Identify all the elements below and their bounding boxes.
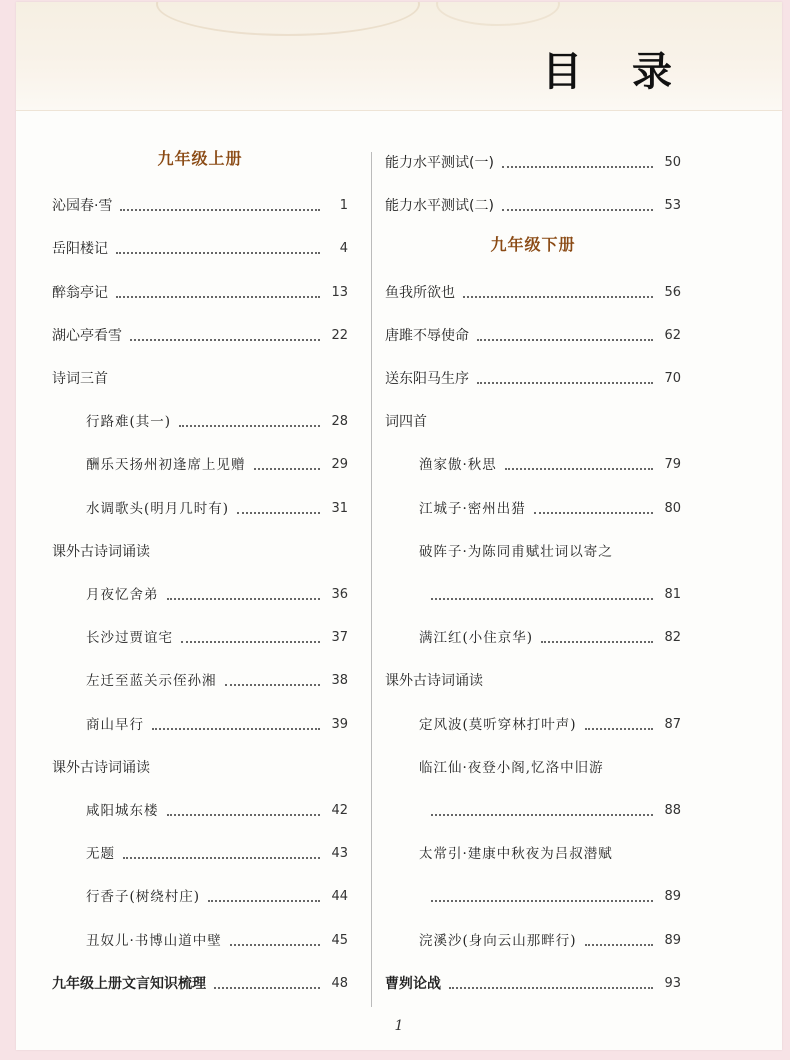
toc-entry[interactable] bbox=[52, 927, 348, 951]
toc-entry-page: 70 bbox=[664, 371, 681, 386]
toc-entry[interactable] bbox=[385, 451, 681, 475]
toc-entry-title: 酬乐天扬州初逢席上见赠 bbox=[86, 457, 246, 474]
toc-entry-page: 88 bbox=[664, 803, 681, 818]
section-heading bbox=[385, 235, 681, 259]
toc-entry-page: 56 bbox=[664, 284, 681, 300]
toc-entry-page: 39 bbox=[331, 716, 348, 732]
toc-entry-page: 4 bbox=[339, 241, 348, 257]
header-ornament-small bbox=[436, 2, 560, 26]
toc-entry bbox=[52, 365, 348, 389]
toc-entry[interactable] bbox=[52, 797, 348, 821]
toc-entry-page: 45 bbox=[331, 932, 348, 948]
header-ornament bbox=[156, 2, 420, 36]
toc-entry-title: 曹刿论战 bbox=[385, 975, 441, 992]
toc-entry-title: 行香子(树绕村庄) bbox=[86, 889, 201, 906]
toc-entry-page: 50 bbox=[664, 155, 681, 170]
toc-entry-title: 江城子·密州出猎 bbox=[419, 500, 526, 517]
toc-entry[interactable] bbox=[52, 495, 348, 519]
toc-entry-page: 80 bbox=[664, 500, 681, 516]
toc-entry[interactable] bbox=[52, 451, 348, 475]
dot-leader bbox=[505, 468, 653, 470]
toc-entry-page: 89 bbox=[664, 932, 681, 948]
toc-entry[interactable] bbox=[52, 840, 348, 864]
dot-leader bbox=[179, 425, 320, 427]
toc-entry[interactable] bbox=[52, 192, 348, 216]
toc-entry-page: 81 bbox=[664, 587, 681, 602]
toc-entry-title: 醉翁亭记 bbox=[52, 284, 108, 301]
toc-entry[interactable] bbox=[52, 970, 348, 994]
toc-entry-page: 28 bbox=[331, 414, 348, 430]
toc-entry bbox=[385, 667, 681, 691]
dot-leader bbox=[116, 252, 320, 254]
dot-leader bbox=[431, 900, 653, 902]
toc-entry-title: 词四首 bbox=[385, 414, 427, 431]
toc-entry-title: 无题 bbox=[86, 846, 115, 863]
dot-leader bbox=[541, 641, 653, 643]
toc-entry[interactable] bbox=[385, 883, 681, 907]
toc-entry-page: 31 bbox=[331, 500, 348, 516]
toc-entry-title: 水调歌头(明月几时有) bbox=[86, 500, 230, 517]
toc-entry-page: 29 bbox=[331, 457, 348, 473]
dot-leader bbox=[477, 382, 653, 384]
toc-entry[interactable] bbox=[52, 279, 348, 303]
toc-entry[interactable] bbox=[385, 970, 681, 994]
toc-entry[interactable] bbox=[385, 322, 681, 346]
toc-entry-title: 课外古诗词诵读 bbox=[52, 543, 150, 560]
dot-leader bbox=[214, 987, 320, 989]
toc-entry-page: 1 bbox=[339, 198, 348, 214]
page-title: 目 录 bbox=[542, 49, 690, 95]
section-heading bbox=[52, 149, 348, 173]
toc-entry-page: 36 bbox=[331, 587, 348, 602]
toc-entry-page: 53 bbox=[664, 198, 681, 214]
toc-entry-title: 能力水平测试(二) bbox=[385, 198, 494, 215]
toc-entry-page: 62 bbox=[664, 327, 681, 343]
dot-leader bbox=[431, 598, 653, 600]
toc-entry-page: 44 bbox=[331, 889, 348, 905]
dot-leader bbox=[585, 944, 653, 946]
toc-entry-title: 临江仙·夜登小阁,忆洛中旧游 bbox=[419, 759, 604, 776]
section-heading-text: 九年级上册 bbox=[157, 149, 243, 168]
toc-entry-title: 诗词三首 bbox=[52, 371, 108, 387]
dot-leader bbox=[116, 296, 320, 298]
toc-entry[interactable] bbox=[385, 840, 681, 864]
toc-entry[interactable] bbox=[385, 927, 681, 951]
toc-entry bbox=[52, 754, 348, 778]
dot-leader bbox=[167, 814, 321, 816]
toc-entry-page: 42 bbox=[331, 803, 348, 818]
toc-entry-title: 定风波(莫听穿林打叶声) bbox=[419, 716, 577, 733]
toc-entry-title: 唐雎不辱使命 bbox=[385, 327, 469, 344]
toc-entry-title: 沁园春·雪 bbox=[52, 198, 113, 215]
dot-leader bbox=[120, 209, 320, 211]
toc-entry[interactable] bbox=[385, 711, 681, 735]
toc-entry[interactable] bbox=[385, 624, 681, 648]
toc-entry-title: 左迁至蓝关示侄孙湘 bbox=[86, 673, 217, 690]
toc-entry[interactable] bbox=[385, 279, 681, 303]
dot-leader bbox=[585, 728, 653, 730]
dot-leader bbox=[225, 684, 321, 686]
dot-leader bbox=[152, 728, 320, 730]
toc-entry-page: 48 bbox=[331, 975, 348, 991]
section-heading-text: 九年级下册 bbox=[490, 235, 576, 255]
dot-leader bbox=[449, 987, 653, 989]
toc-entry[interactable] bbox=[52, 711, 348, 735]
toc-entry[interactable] bbox=[385, 365, 681, 389]
toc-entry-page: 38 bbox=[331, 673, 348, 689]
toc-entry[interactable] bbox=[385, 192, 681, 216]
toc-entry-page: 79 bbox=[664, 457, 681, 473]
toc-entry[interactable] bbox=[52, 667, 348, 691]
dot-leader bbox=[181, 641, 320, 643]
page-number: 1 bbox=[394, 1018, 404, 1034]
toc-entry-page: 22 bbox=[331, 327, 348, 343]
toc-entry-title: 商山早行 bbox=[86, 716, 144, 733]
toc-entry[interactable] bbox=[52, 408, 348, 432]
toc-entry-title: 渔家傲·秋思 bbox=[419, 457, 497, 474]
toc-entry-title: 太常引·建康中秋夜为吕叔潜赋 bbox=[419, 846, 613, 863]
toc-entry bbox=[385, 408, 681, 432]
toc-entry-title: 丑奴儿·书博山道中壁 bbox=[86, 932, 222, 949]
dot-leader bbox=[254, 468, 321, 470]
toc-entry-page: 43 bbox=[331, 846, 348, 862]
toc-entry-title: 岳阳楼记 bbox=[52, 241, 108, 258]
toc-entry-page: 37 bbox=[331, 630, 348, 646]
toc-entry[interactable] bbox=[385, 495, 681, 519]
toc-entry bbox=[52, 538, 348, 562]
dot-leader bbox=[167, 598, 321, 600]
toc-entry[interactable] bbox=[52, 883, 348, 907]
toc-entry[interactable] bbox=[52, 581, 348, 605]
toc-entry-title: 送东阳马生序 bbox=[385, 371, 469, 387]
toc-entry-title: 九年级上册文言知识梳理 bbox=[52, 975, 206, 992]
toc-entry[interactable] bbox=[385, 797, 681, 821]
header-band bbox=[16, 2, 782, 111]
dot-leader bbox=[477, 339, 653, 341]
toc-entry[interactable] bbox=[52, 624, 348, 648]
dot-leader bbox=[230, 944, 320, 946]
dot-leader bbox=[502, 209, 653, 211]
toc-entry-title: 能力水平测试(一) bbox=[385, 155, 494, 171]
toc-entry-title: 长沙过贾谊宅 bbox=[86, 630, 173, 647]
dot-leader bbox=[534, 512, 653, 514]
dot-leader bbox=[237, 512, 320, 514]
dot-leader bbox=[130, 339, 320, 341]
toc-entry[interactable] bbox=[385, 581, 681, 605]
toc-entry-title: 行路难(其一) bbox=[86, 414, 172, 431]
toc-entry[interactable] bbox=[385, 754, 681, 778]
page bbox=[16, 2, 782, 1050]
toc-entry-page: 13 bbox=[331, 284, 348, 300]
dot-leader bbox=[502, 166, 653, 168]
toc-entry-title: 咸阳城东楼 bbox=[86, 803, 159, 819]
toc-entry-title: 月夜忆舍弟 bbox=[86, 587, 159, 603]
toc-entry-title: 课外古诗词诵读 bbox=[385, 673, 483, 690]
toc-entry[interactable] bbox=[385, 149, 681, 173]
dot-leader bbox=[208, 900, 320, 902]
dot-leader bbox=[463, 296, 653, 298]
toc-entry-title: 课外古诗词诵读 bbox=[52, 759, 150, 776]
toc-entry-page: 93 bbox=[664, 975, 681, 991]
toc-entry-title: 鱼我所欲也 bbox=[385, 284, 455, 301]
toc-entry[interactable] bbox=[385, 538, 681, 562]
toc-entry-page: 87 bbox=[664, 716, 681, 732]
toc-entry-page: 89 bbox=[664, 889, 681, 905]
toc-entry-page: 82 bbox=[664, 630, 681, 646]
dot-leader bbox=[431, 814, 653, 816]
toc-entry[interactable] bbox=[52, 235, 348, 259]
column-divider bbox=[371, 152, 372, 1007]
dot-leader bbox=[123, 857, 320, 859]
toc-entry-title: 浣溪沙(身向云山那畔行) bbox=[419, 932, 577, 949]
toc-entry[interactable] bbox=[52, 322, 348, 346]
toc-entry-title: 破阵子·为陈同甫赋壮词以寄之 bbox=[419, 543, 613, 560]
toc-entry-title: 湖心亭看雪 bbox=[52, 327, 122, 344]
toc-entry-title: 满江红(小住京华) bbox=[419, 630, 534, 647]
